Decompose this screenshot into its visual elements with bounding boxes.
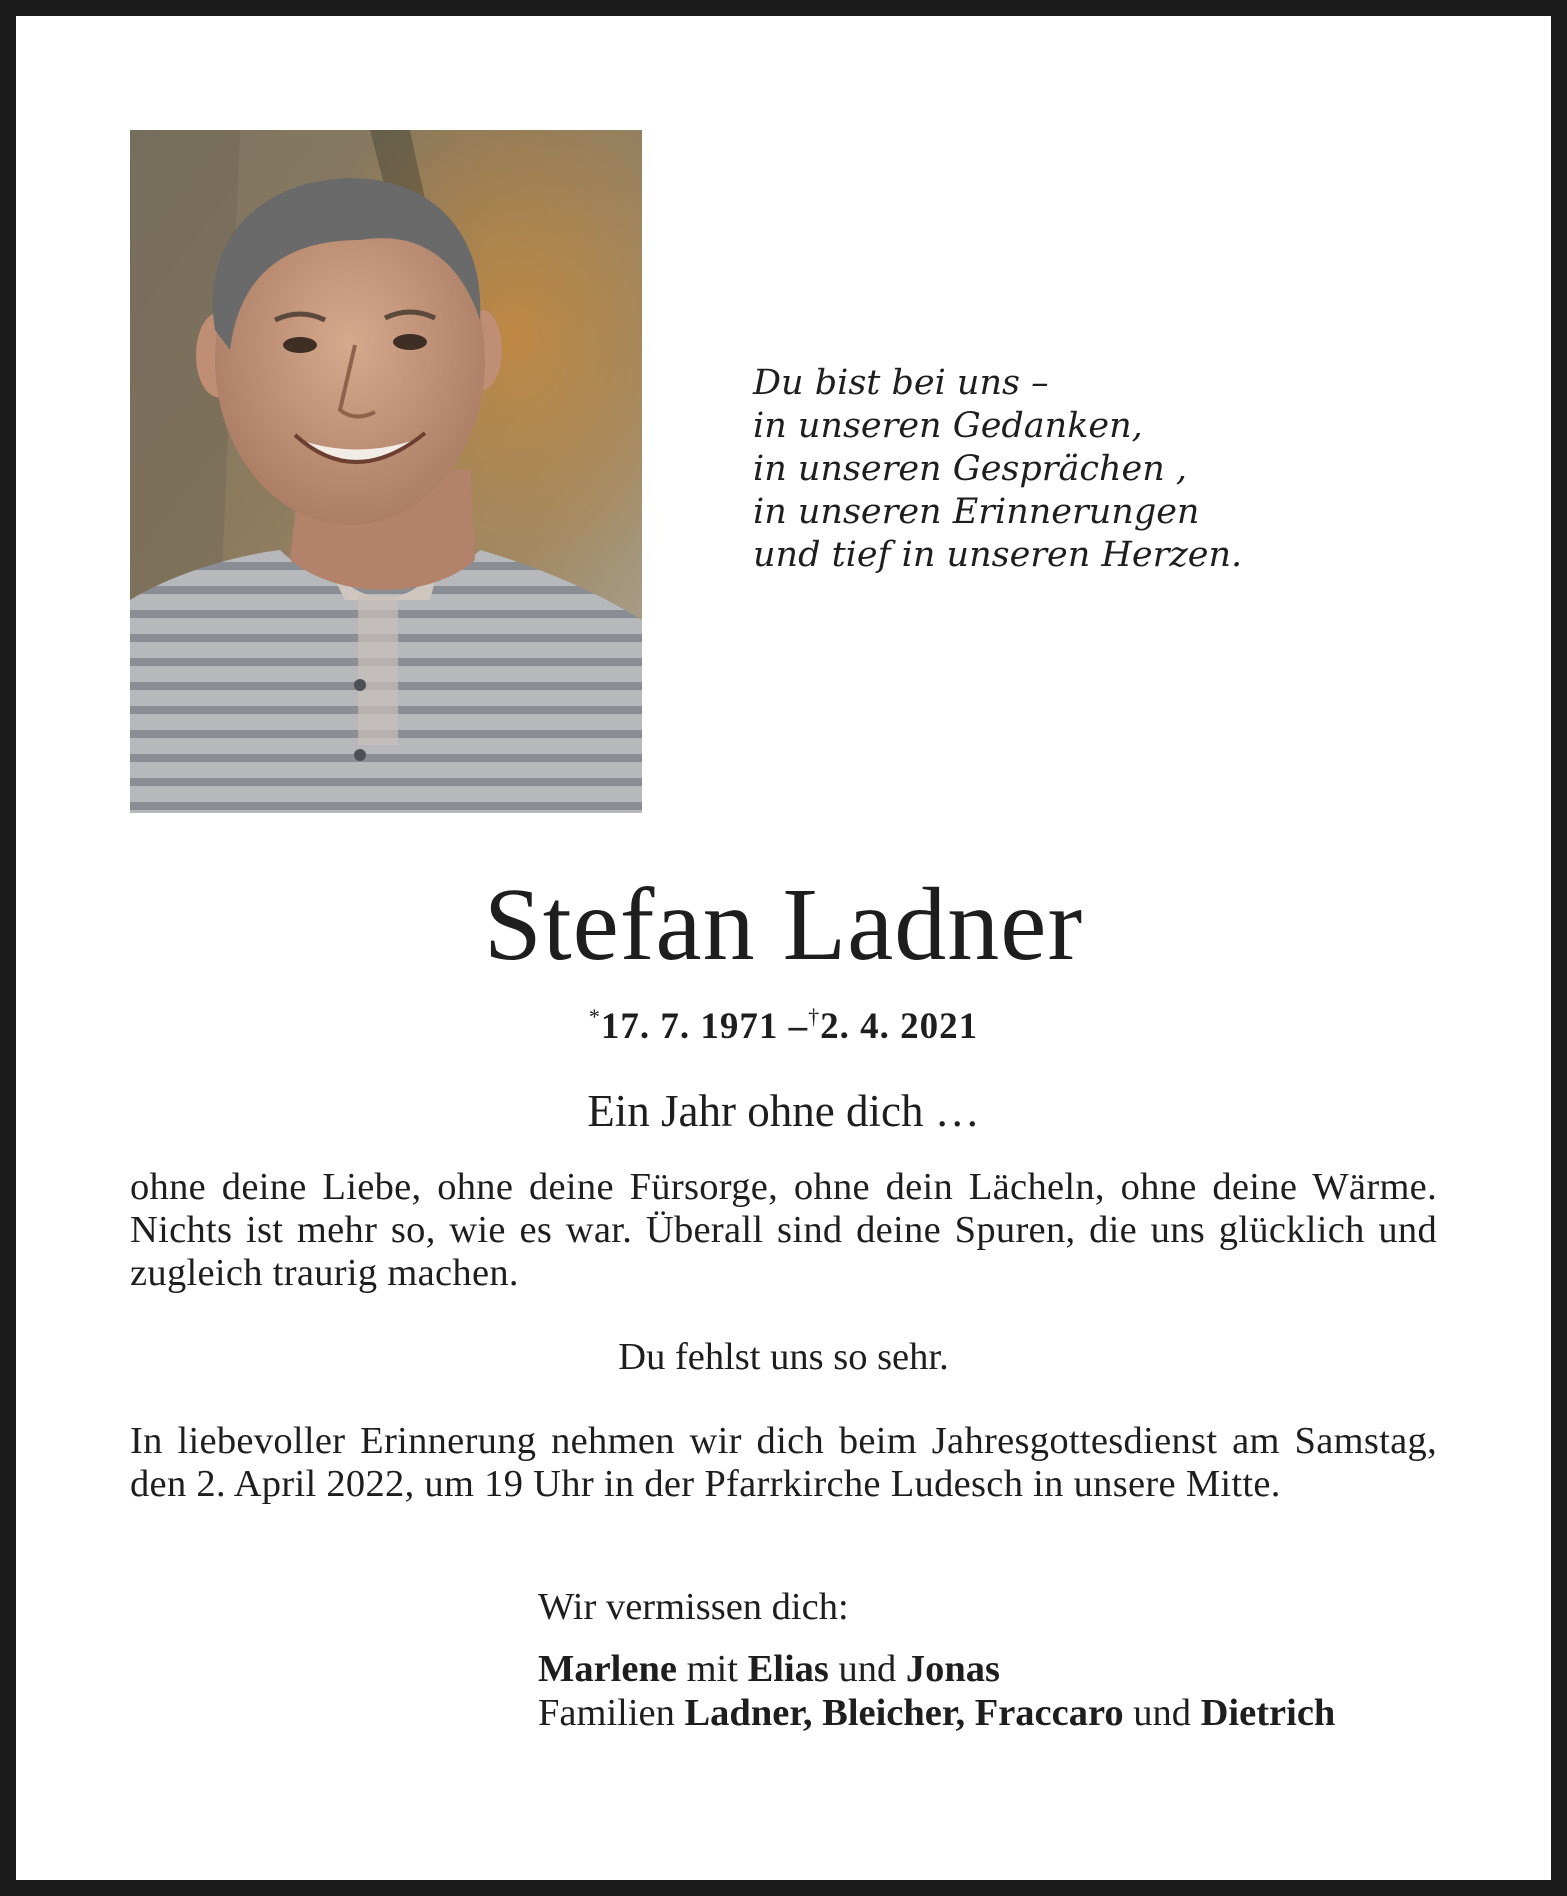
deceased-name: Stefan Ladner xyxy=(483,867,1084,982)
family-names: Ladner, Bleicher, Fraccaro xyxy=(684,1692,1124,1734)
birth-date: 17. 7. 1971 xyxy=(600,1006,779,1047)
families-prefix: Familien xyxy=(538,1692,685,1734)
life-dates xyxy=(0,995,1567,1049)
mourner-name: Elias xyxy=(747,1648,829,1690)
memorial-poem xyxy=(753,362,1242,577)
signature-line-family xyxy=(538,1647,1335,1691)
lead-heading: Ein Jahr ohne dich … xyxy=(587,1086,980,1136)
poem-line: in unseren Gedanken, xyxy=(753,406,1143,446)
poem-line: in unseren Gesprächen , xyxy=(753,449,1188,489)
poem-line: und tief in unseren Herzen. xyxy=(753,535,1243,575)
conjunction: mit xyxy=(676,1648,748,1690)
memorial-paragraph: ohne deine Liebe, ohne deine Fürsorge, ohne dein Lächeln, ohne deine Wärme. Nichts ist mehr so, wie es war. Überall sind deine Spuren, die uns glücklich und zugleich traurig machen. xyxy=(130,1166,1437,1294)
birth-symbol: * xyxy=(588,1004,601,1029)
missing-line: Du fehlst uns so sehr. xyxy=(618,1336,949,1378)
signature-line-families xyxy=(538,1691,1335,1735)
death-date: 2. 4. 2021 xyxy=(820,1006,979,1047)
conjunction: und xyxy=(828,1648,906,1690)
mourner-name: Jonas xyxy=(905,1648,1001,1690)
signature-block xyxy=(538,1585,1335,1735)
mourner-name: Marlene xyxy=(538,1648,677,1690)
family-name: Dietrich xyxy=(1200,1692,1336,1734)
death-symbol: † xyxy=(808,1004,821,1029)
conjunction: und xyxy=(1123,1692,1201,1734)
date-separator: – xyxy=(778,1006,809,1047)
poem-line: Du bist bei uns – xyxy=(753,363,1049,403)
signature-intro: Wir vermissen dich: xyxy=(538,1586,849,1628)
service-announcement: In liebevoller Erinnerung nehmen wir dich beim Jahresgottesdienst am Samstag, den 2. April 2022, um 19 Uhr in der Pfarrkirche Ludesch in unsere Mitte. xyxy=(130,1420,1437,1505)
portrait-photo xyxy=(130,130,642,813)
poem-line: in unseren Erinnerungen xyxy=(753,492,1200,532)
